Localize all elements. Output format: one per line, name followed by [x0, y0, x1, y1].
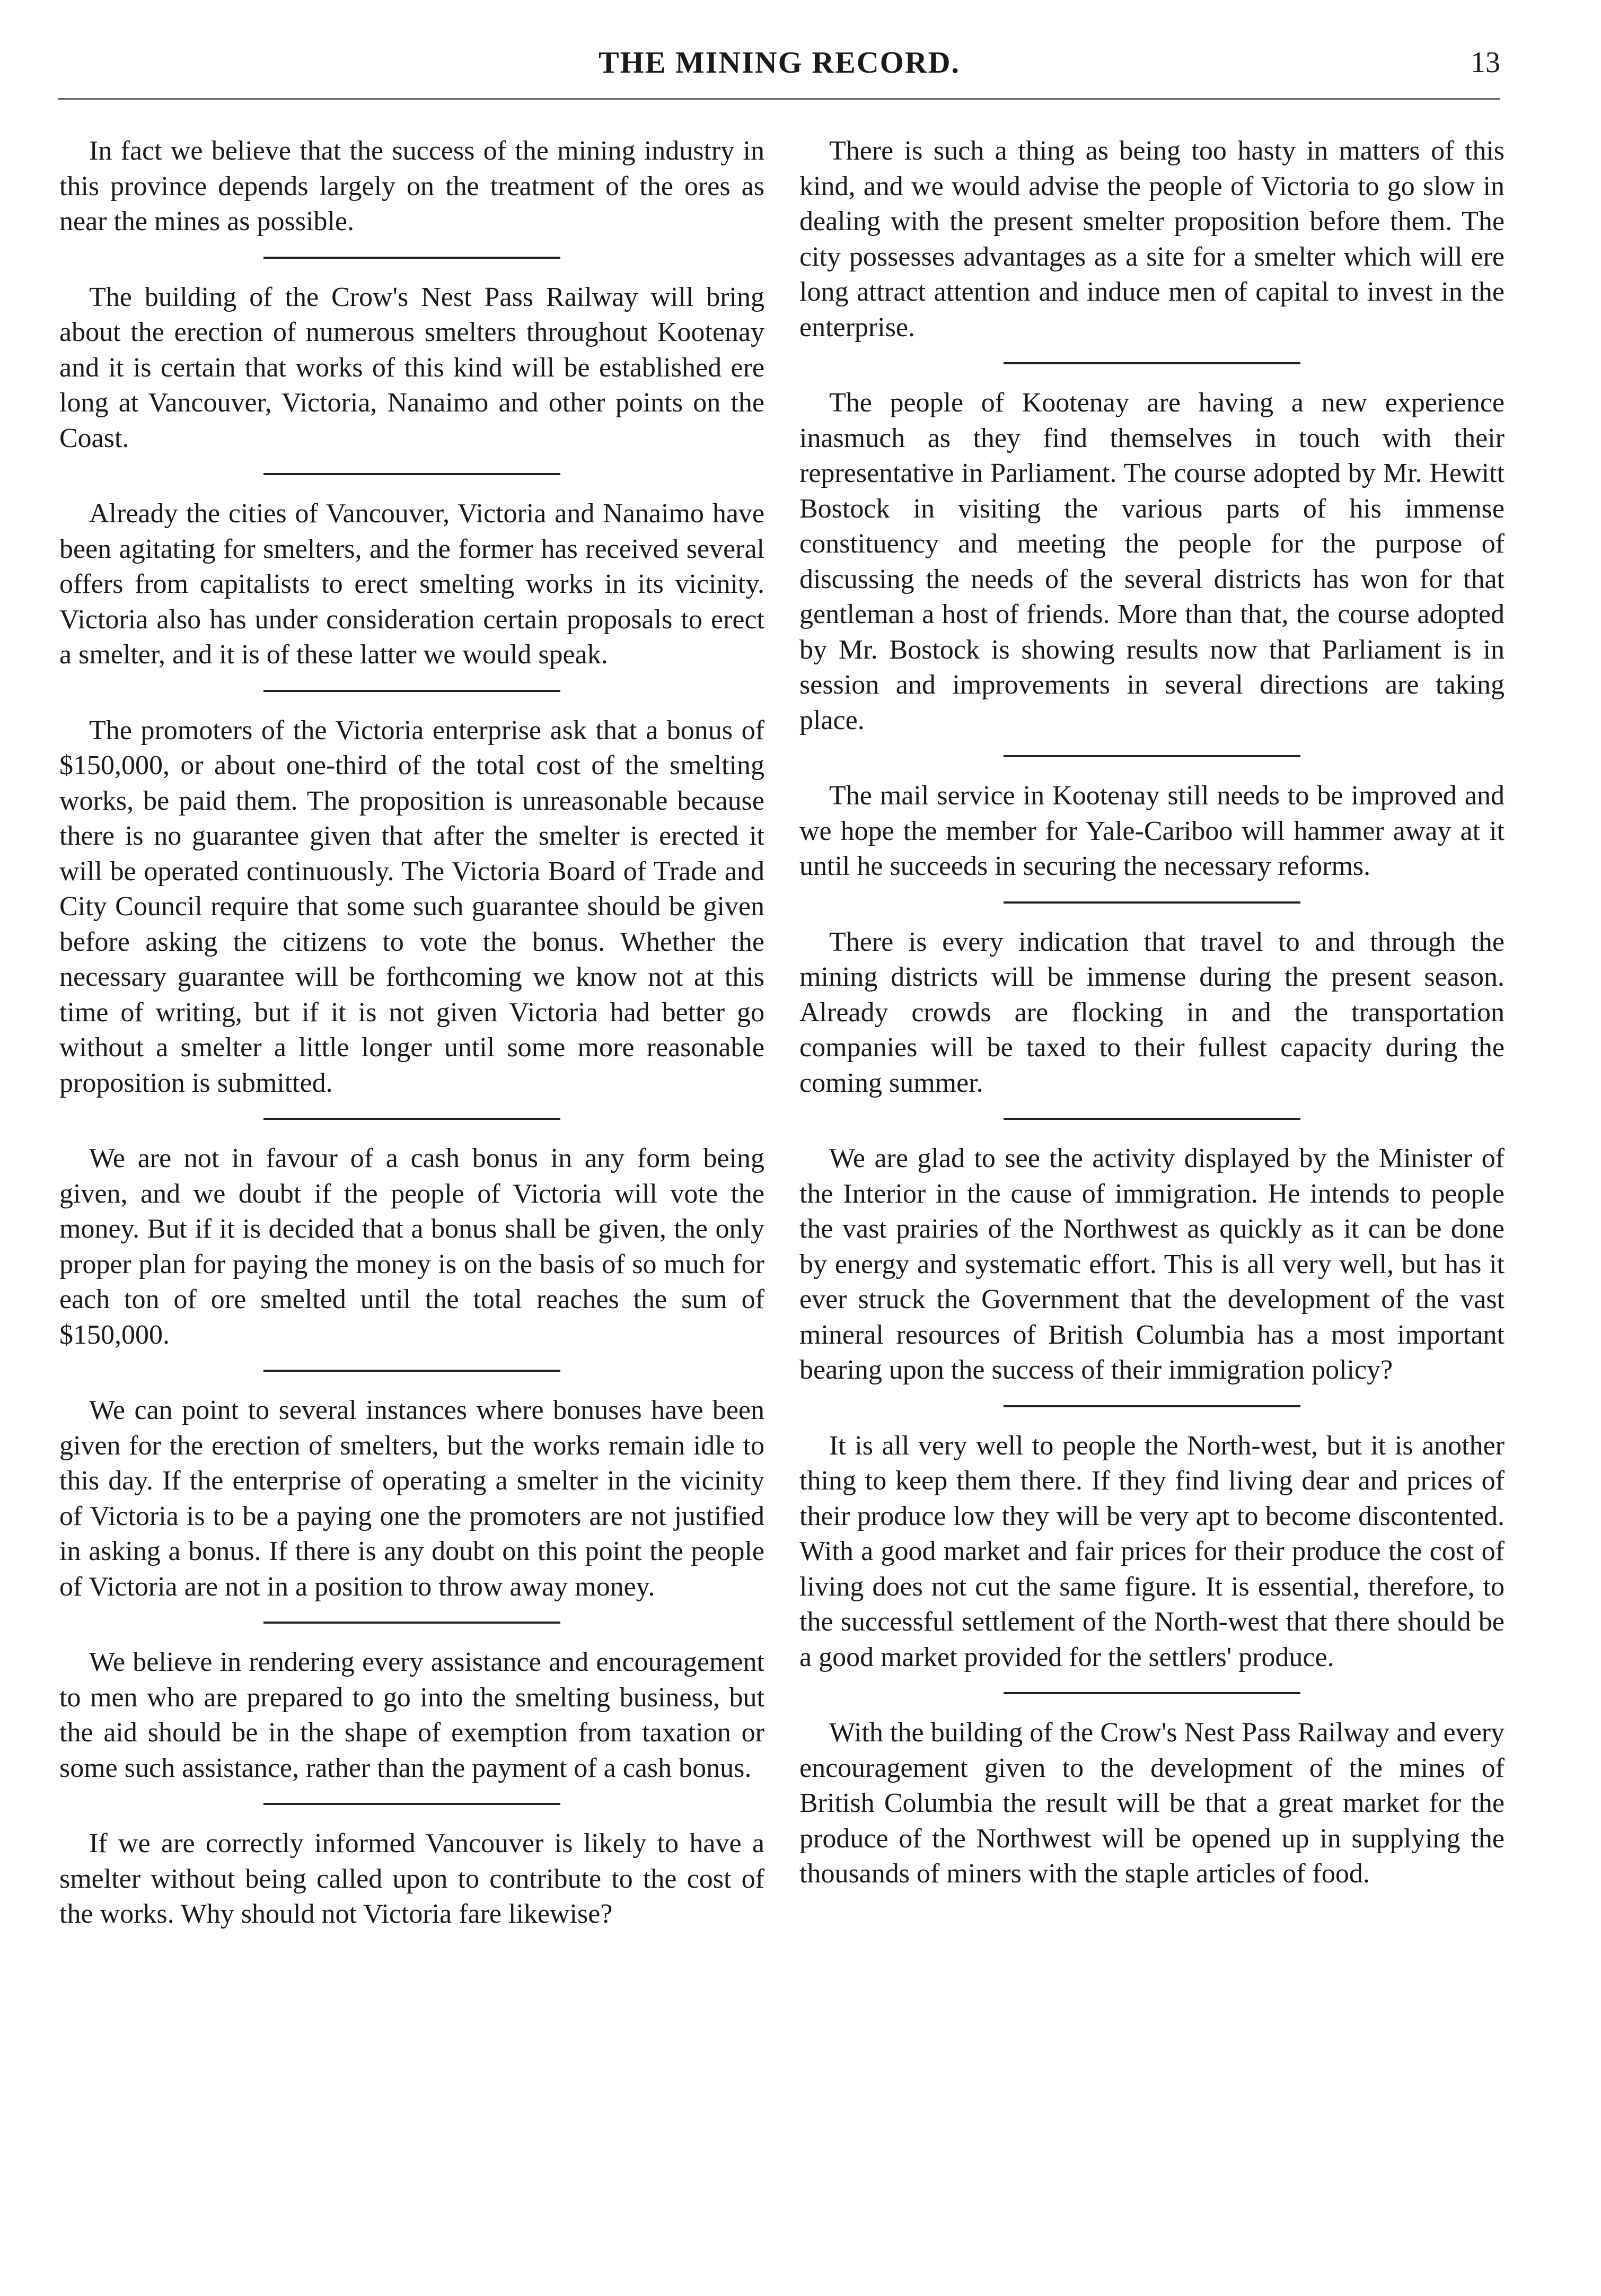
left-column	[59, 134, 764, 1932]
right-column	[799, 134, 1505, 1892]
paragraph: The promoters of the Victoria enterprise ask that a bonus of $150,000, or about one-third of the total cost of the smelting works, be paid them. The proposition is unreasonable because there is no guarantee given that after the smelter is erected it will be operated continuously. The Victoria Board of Trade and City Council require that some such guarantee should be given before asking the citizens to vote the bonus. Whether the necessary guarantee will be forthcoming we know not at this time of writing, but if it is not given Victoria had better go without a smelter a little longer until some more reasonable proposition is submitted.	[59, 715, 764, 1098]
paragraph: We are glad to see the activity displayed by the Minister of the Interior in the cause of immigration. He intends to people the vast prairies of the Northwest as quickly as it can be done by energy and systematic effort. This is all very well, but has it ever struck the Government that the development of the vast mineral resources of British Columbia has a most important bearing upon the success of their immigration policy?	[799, 1143, 1505, 1385]
separator-rule	[263, 257, 560, 259]
separator-rule	[1004, 1118, 1300, 1120]
separator-rule	[263, 473, 560, 475]
paragraph: We believe in rendering every assistance and encouragement to men who are prepared to go into the smelting business, but the aid should be in the shape of exemption from taxation or some such assistance, rather than the payment of a cash bonus.	[59, 1647, 764, 1783]
separator-rule	[263, 690, 560, 692]
paragraph: The building of the Crow's Nest Pass Railway will bring about the erection of numerous smelters throughout Kootenay and it is certain that works of this kind will be established ere long at Vancouver, Victoria, Nanaimo and other points on the Coast.	[59, 282, 764, 453]
separator-rule	[1004, 901, 1300, 904]
separator-rule	[1004, 755, 1300, 757]
paragraph: We can point to several instances where bonuses have been given for the erection of smelters, but the works remain idle to this day. If the enterprise of operating a smelter in the vicinity of Victoria is to be a paying one the promoters are not justified in asking a bonus. If there is any doubt on this point the people of Victoria are not in a position to throw away money.	[59, 1395, 764, 1602]
separator-rule	[263, 1118, 560, 1120]
paragraph: There is every indication that travel to and through the mining districts will be immense during the present season. Already crowds are flocking in and the transportation companies will be taxed to their fullest capacity during the coming summer.	[799, 926, 1505, 1098]
paragraph: With the building of the Crow's Nest Pass Railway and every encouragement given to the development of the mines of British Columbia the result will be that a great market for the produce of the Northwest will be opened up in supplying the thousands of miners with the staple articles of food.	[799, 1717, 1505, 1889]
separator-rule	[1004, 1405, 1300, 1407]
paragraph: The mail service in Kootenay still needs to be improved and we hope the member for Yale-Cariboo will hammer away at it until he succeeds in securing the necessary reforms.	[799, 781, 1505, 881]
separator-rule	[263, 1803, 560, 1805]
paragraph: Already the cities of Vancouver, Victoria and Nanaimo have been agitating for smelters, and the former has received several offers from capitalists to erect smelting works in its vicinity. Victoria also has under consideration certain proposals to erect a smelter, and it is of these latter we would speak.	[59, 498, 764, 670]
page-number: 13	[1471, 46, 1500, 79]
paragraph: We are not in favour of a cash bonus in any form being given, and we doubt if the people of Victoria will vote the money. But if it is decided that a bonus shall be given, the only proper plan for paying the money is on the basis of so much for each ton of ore smelted until the total reaches the sum of $150,000.	[59, 1143, 764, 1350]
separator-rule	[263, 1370, 560, 1372]
page-header	[58, 42, 1500, 101]
separator-rule	[263, 1622, 560, 1624]
header-rule	[58, 98, 1500, 100]
paragraph: It is all very well to people the North-west, but it is another thing to keep them there. If they find living dear and prices of their produce low they will be very apt to become discontented. With a good market and fair prices for their produce the cost of living does not cut the same figure. It is essential, therefore, to the successful settlement of the North-west that there should be a good market provided for the settlers' produce.	[799, 1430, 1505, 1672]
paragraph: In fact we believe that the success of the mining industry in this province depends largely on the treatment of the ores as near the mines as possible.	[59, 136, 764, 236]
separator-rule	[1004, 362, 1300, 364]
publication-title: THE MINING RECORD.	[598, 45, 961, 80]
paragraph: The people of Kootenay are having a new experience inasmuch as they find themselves in touch with their representative in Parliament. The course adopted by Mr. Hewitt Bostock in visiting the various parts of his immense constituency and meeting the people for the purpose of discussing the needs of the several districts has won for that gentleman a host of friends. More than that, the course adopted by Mr. Bostock is showing results now that Parliament is in session and improvements in several directions are taking place.	[799, 388, 1505, 735]
paragraph: If we are correctly informed Vancouver is likely to have a smelter without being called upon to contribute to the cost of the works. Why should not Victoria fare likewise?	[59, 1828, 764, 1929]
paragraph: There is such a thing as being too hasty in matters of this kind, and we would advise the people of Victoria to go slow in dealing with the present smelter proposition before them. The city possesses advantages as a site for a smelter which will ere long attract attention and induce men of capital to invest in the enterprise.	[799, 136, 1505, 343]
separator-rule	[1004, 1692, 1300, 1694]
